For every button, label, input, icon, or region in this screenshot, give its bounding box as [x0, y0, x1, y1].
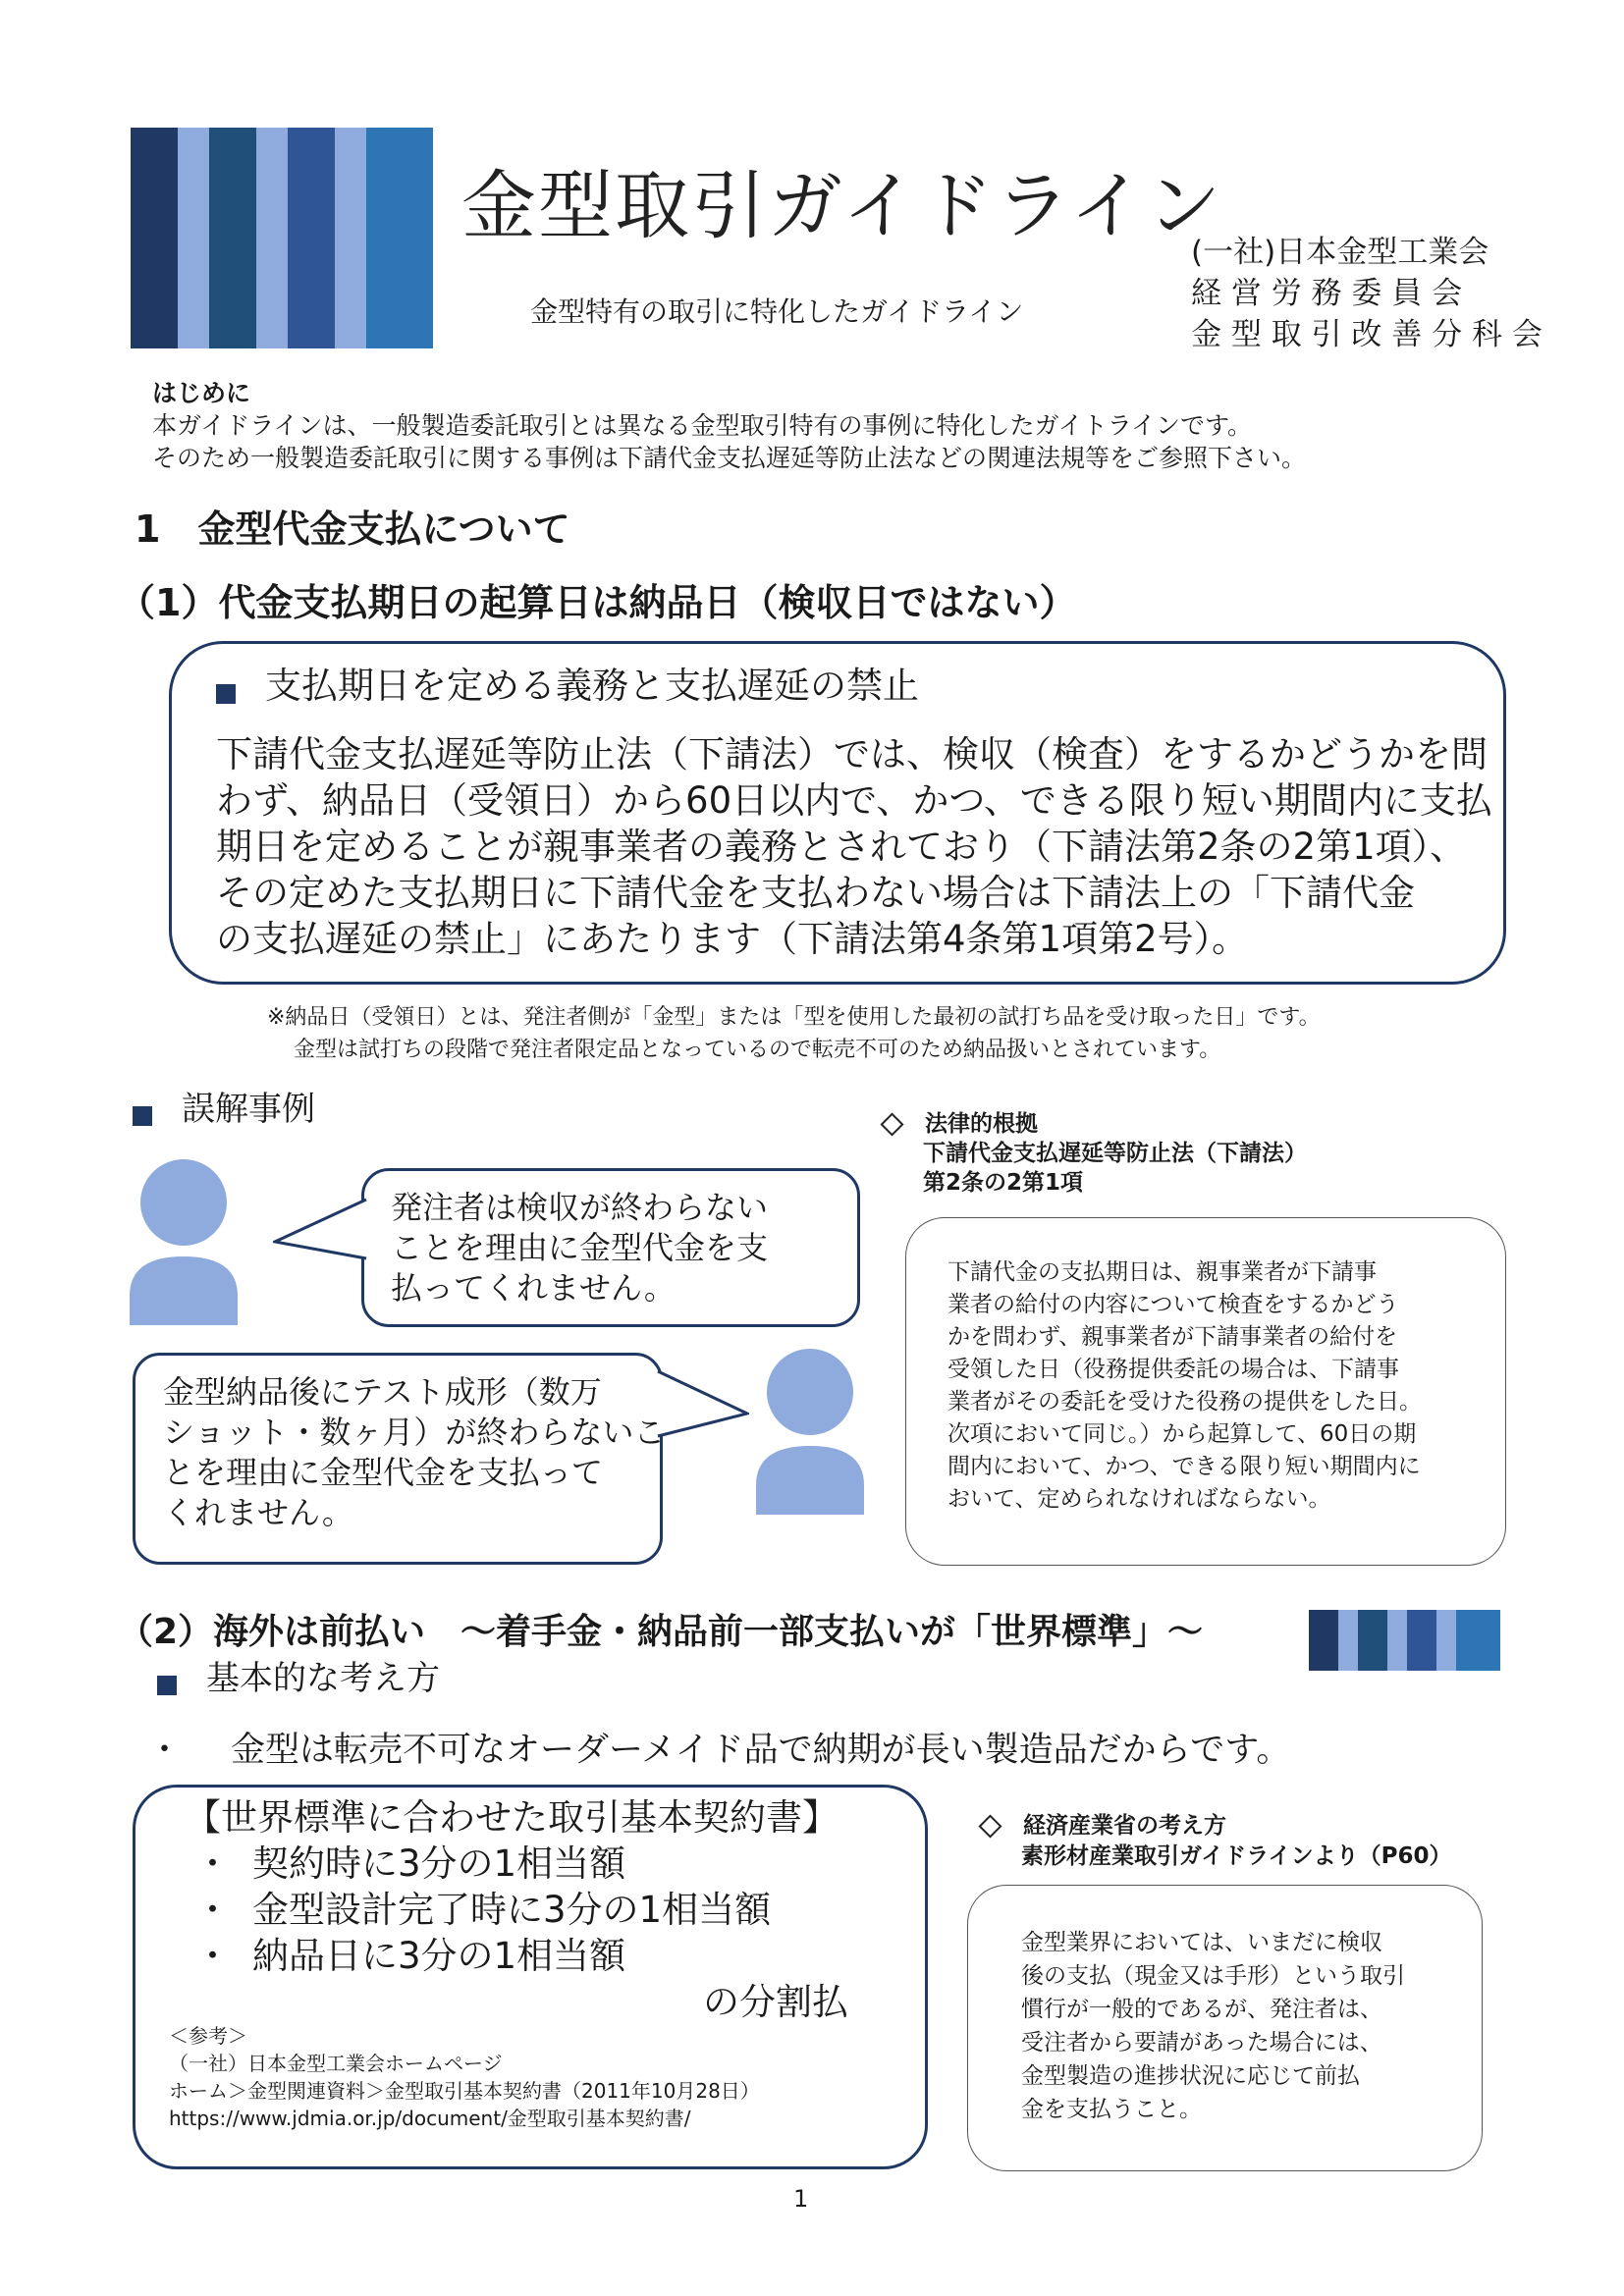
- reference-url[interactable]: https://www.jdmia.or.jp/document/金型取引基本契約書/: [169, 2107, 691, 2130]
- box-line: その定めた支払期日に下請代金を支払わない場合は下請法上の「下請代金: [216, 872, 1415, 914]
- intro-line: 本ガイドラインは、一般製造委託取引とは異なる金型取引特有の事例に特化したガイトラインです。: [152, 411, 1253, 440]
- org-name: (一社)日本金型工業会: [1191, 235, 1489, 270]
- diamond-icon: [880, 1112, 903, 1136]
- basic-approach-bullet: ・ 金型は転売不可なオーダーメイド品で納期が長い製造品だからです。: [147, 1731, 1291, 1770]
- org-committee: 経 営 労 務 委 員 会: [1191, 276, 1463, 311]
- bubble-tail: [273, 1198, 367, 1266]
- contract-item: ・ 金型設計完了時に3分の1相当額: [194, 1889, 772, 1931]
- meti-text: 金型業界においては、いまだに検収 後の支払（現金又は手形）という取引 慣行が一般的であるが、発注者は、 受注者から要請があった場合には、 金型製造の進捗状況に応じて前払 金を支払うこと。: [1021, 1930, 1405, 2122]
- bullet-dot-icon: ・: [147, 1731, 183, 1770]
- section1-sub1-heading: （1）代金支払期日の起算日は納品日（検収日ではない）: [118, 581, 1077, 624]
- square-bullet-icon: [157, 1676, 177, 1695]
- intro-heading: はじめに: [152, 379, 251, 407]
- payment-obligation-heading: 支払期日を定める義務と支払遅延の禁止: [216, 663, 919, 709]
- speech-bubble-1-text: 発注者は検収が終わらない ことを理由に金型代金を支 払ってくれません。: [391, 1189, 769, 1307]
- contract-box-title: 【世界標準に合わせた取引基本契約書】: [185, 1796, 839, 1839]
- note-line: 金型は試打ちの段階で発注者限定品となっているので転売不可のため納品扱いとされています。: [294, 1038, 1221, 1062]
- contract-item: ・ 契約時に3分の1相当額: [194, 1842, 626, 1885]
- payment-obligation-text: [216, 731, 1492, 962]
- legal-basis-heading: 法律的根拠 下請代金支払遅延等防止法（下請法） 第2条の2第1項: [923, 1109, 1307, 1198]
- organization-block: [1191, 232, 1543, 355]
- page-number: 1: [793, 2185, 809, 2213]
- box-line: 期日を定めることが親事業者の義務とされており（下請法第2条の2第1項）、: [216, 826, 1467, 868]
- note-line: ※納品日（受領日）とは、発注者側が「金型」または「型を使用した最初の試打ち品を受け取った日」です。: [267, 1005, 1321, 1030]
- legal-basis-text: 下請代金の支払期日は、親事業者が下請事 業者の給付の内容について検査をするかどう かを問わず、親事業者が下請事業者の給付を 受領した日（役務提供委託の場合は、下請事 業者がその委託を受けた役務の提供をした日。 次項において同じ。）から起算して、60日の期 間内において、かつ、できる限り短い期間内に おいて、定められなければならない。: [947, 1259, 1422, 1512]
- page-title: 金型取引ガイドライン: [461, 162, 1223, 249]
- contract-box-content: [185, 1794, 848, 2025]
- speech-bubble-2-text: 金型納品後にテスト成形（数万 ショット・数ヶ月）が終わらないこ とを理由に金型代金を支払って くれません。: [163, 1373, 666, 1531]
- section2-heading: （2）海外は前払い ～着手金・納品前一部支払いが「世界標準」～: [118, 1612, 1204, 1652]
- section1-heading: 1 金型代金支払について: [135, 507, 570, 551]
- intro: [152, 377, 1306, 474]
- square-bullet-icon: [133, 1106, 152, 1126]
- person-icon: [128, 1158, 241, 1325]
- meti-heading: 経済産業省の考え方 素形材産業取引ガイドラインより（P60）: [1021, 1811, 1451, 1872]
- bubble-tail: [656, 1369, 749, 1440]
- box-line: 下請代金支払遅延等防止法（下請法）では、検収（検査）をするかどうかを問: [216, 733, 1488, 775]
- square-bullet-icon: [216, 684, 236, 704]
- intro-line: そのため一般製造委託取引に関する事例は下請代金支払遅延等防止法などの関連法規等をご参照下さい。: [152, 444, 1307, 472]
- misunderstanding-heading: 誤解事例: [133, 1088, 315, 1131]
- box-line: わず、納品日（受領日）から60日以内で、かつ、できる限り短い期間内に支払: [216, 779, 1492, 822]
- contract-item: ・ 納品日に3分の1相当額: [194, 1935, 626, 1977]
- contract-tail: の分割払: [703, 1981, 848, 2023]
- org-subcommittee: 金 型 取 引 改 善 分 科 会: [1191, 317, 1543, 352]
- delivery-date-note: [267, 1001, 1321, 1066]
- box-line: の支払遅延の禁止」にあたります（下請法第4条第1項第2号）。: [216, 918, 1249, 960]
- diamond-icon: [978, 1814, 1001, 1838]
- contract-reference: ＜参考＞ （一社）日本金型工業会ホームページ ホーム＞金型関連資料＞金型取引基本契約書（2011年10月28日） https://www.jdmia.or.jp/document/金型取引基本契約書/: [169, 2024, 760, 2130]
- basic-approach-heading: 基本的な考え方: [157, 1657, 440, 1700]
- page-subtitle: 金型特有の取引に特化したガイドライン: [530, 295, 1024, 328]
- person-icon: [754, 1348, 867, 1515]
